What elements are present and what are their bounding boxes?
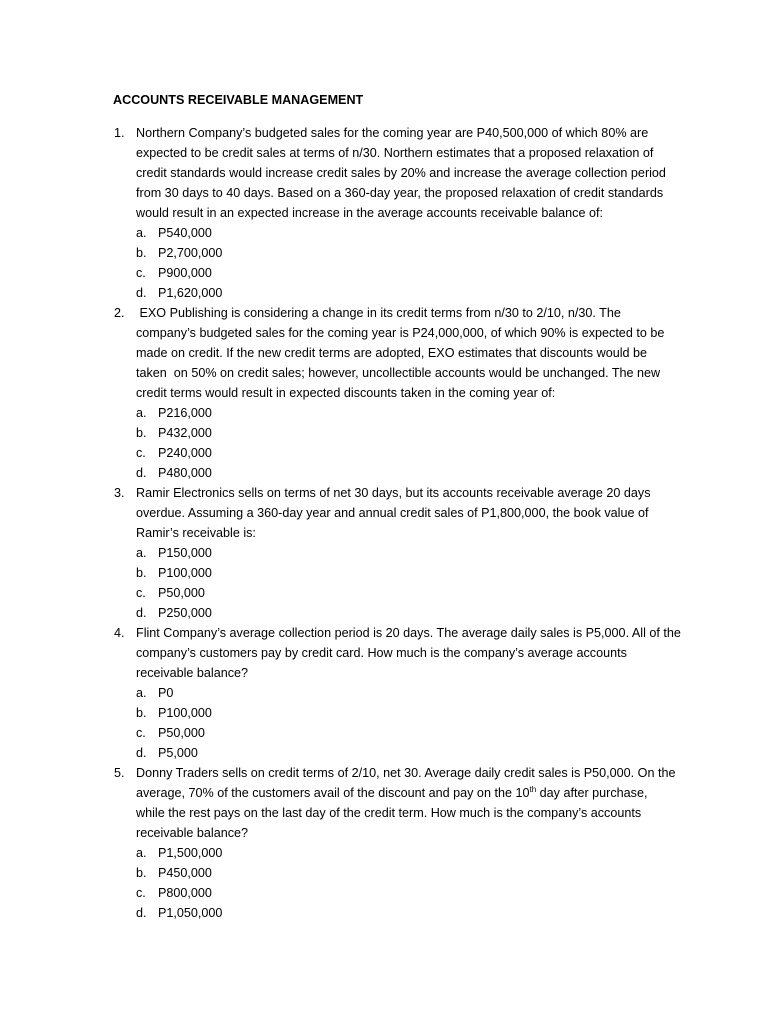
question-line: company’s customers pay by credit card. How much is the company’s average accounts bbox=[136, 646, 627, 660]
question-text bbox=[136, 303, 681, 403]
question-line: EXO Publishing is considering a change in its credit terms from n/30 to 2/10, n/30. The bbox=[136, 306, 621, 320]
question-line: expected to be credit sales at terms of n/30. Northern estimates that a proposed relaxation of bbox=[136, 146, 654, 160]
question-text bbox=[136, 483, 681, 543]
choice-letter: b. bbox=[136, 246, 147, 260]
choice-text: P800,000 bbox=[158, 886, 212, 900]
choice-letter: c. bbox=[136, 726, 146, 740]
document-title: ACCOUNTS RECEIVABLE MANAGEMENT bbox=[113, 93, 364, 107]
question-number: 5. bbox=[114, 766, 125, 780]
choice-text: P1,500,000 bbox=[158, 846, 223, 860]
choice-letter: a. bbox=[136, 846, 147, 860]
choice-letter: a. bbox=[136, 686, 147, 700]
choice-letter: d. bbox=[136, 906, 147, 920]
question-line: from 30 days to 40 days. Based on a 360-day year, the proposed relaxation of credit standards bbox=[136, 186, 664, 200]
choice-letter: d. bbox=[136, 466, 147, 480]
choice-text: P0 bbox=[158, 686, 174, 700]
choice-letter: b. bbox=[136, 566, 147, 580]
question-line: Northern Company’s budgeted sales for the coming year are P40,500,000 of which 80% are bbox=[136, 126, 649, 140]
question-text bbox=[136, 623, 681, 683]
question-number: 2. bbox=[114, 306, 125, 320]
choice-letter: c. bbox=[136, 886, 146, 900]
question-line: credit terms would result in expected discounts taken in the coming year of: bbox=[136, 386, 556, 400]
question-line: Flint Company’s average collection period is 20 days. The average daily sales is P5,000. All of the bbox=[136, 626, 681, 640]
choice-text: P240,000 bbox=[158, 446, 212, 460]
choice-letter: b. bbox=[136, 866, 147, 880]
ordinal-superscript: th bbox=[529, 784, 537, 794]
question-line: company’s budgeted sales for the coming year is P24,000,000, of which 90% is expected to be bbox=[136, 326, 665, 340]
choice-text: P2,700,000 bbox=[158, 246, 223, 260]
question-line: credit standards would increase credit sales by 20% and increase the average collection period bbox=[136, 166, 666, 180]
choice-text: P480,000 bbox=[158, 466, 212, 480]
choice-text: P100,000 bbox=[158, 706, 212, 720]
question-line: overdue. Assuming a 360-day year and annual credit sales of P1,800,000, the book value of bbox=[136, 506, 649, 520]
choice-letter: a. bbox=[136, 406, 147, 420]
choice-letter: d. bbox=[136, 746, 147, 760]
question-text bbox=[136, 763, 681, 843]
question-number: 4. bbox=[114, 626, 125, 640]
question-line: receivable balance? bbox=[136, 666, 249, 680]
question-text bbox=[136, 123, 681, 223]
choice-text: P50,000 bbox=[158, 586, 205, 600]
question-line: Donny Traders sells on credit terms of 2/10, net 30. Average daily credit sales is P50,000. On the bbox=[136, 766, 676, 780]
choice-text: P250,000 bbox=[158, 606, 212, 620]
question-line: average, 70% of the customers avail of the discount and pay on the 10 bbox=[136, 786, 530, 800]
choice-text: P216,000 bbox=[158, 406, 212, 420]
question-number: 1. bbox=[114, 126, 125, 140]
question-line: taken on 50% on credit sales; however, uncollectible accounts would be unchanged. The new bbox=[136, 366, 661, 380]
choice-text: P432,000 bbox=[158, 426, 212, 440]
choice-letter: c. bbox=[136, 586, 146, 600]
question-line-tail: day after purchase, bbox=[536, 786, 648, 800]
choice-letter: d. bbox=[136, 606, 147, 620]
question-line: would result in an expected increase in the average accounts receivable balance of: bbox=[136, 206, 603, 220]
question-line: Ramir’s receivable is: bbox=[136, 526, 256, 540]
choice-text: P450,000 bbox=[158, 866, 212, 880]
choice-text: P1,620,000 bbox=[158, 286, 223, 300]
question-line: made on credit. If the new credit terms are adopted, EXO estimates that discounts would be bbox=[136, 346, 648, 360]
question-line-with-superscript bbox=[136, 783, 681, 803]
choice-text: P540,000 bbox=[158, 226, 212, 240]
choice-letter: c. bbox=[136, 446, 146, 460]
choice-letter: c. bbox=[136, 266, 146, 280]
question-line: receivable balance? bbox=[136, 826, 249, 840]
choice-letter: a. bbox=[136, 546, 147, 560]
choice-text: P900,000 bbox=[158, 266, 212, 280]
choice-text: P100,000 bbox=[158, 566, 212, 580]
choice-letter: a. bbox=[136, 226, 147, 240]
choice-letter: b. bbox=[136, 426, 147, 440]
choice-letter: b. bbox=[136, 706, 147, 720]
choice-text: P50,000 bbox=[158, 726, 205, 740]
choice-text: P150,000 bbox=[158, 546, 212, 560]
choice-text: P5,000 bbox=[158, 746, 198, 760]
question-line: Ramir Electronics sells on terms of net 30 days, but its accounts receivable average 20 days bbox=[136, 486, 651, 500]
question-line: while the rest pays on the last day of the credit term. How much is the company’s accounts bbox=[136, 806, 642, 820]
choice-letter: d. bbox=[136, 286, 147, 300]
choice-text: P1,050,000 bbox=[158, 906, 223, 920]
question-number: 3. bbox=[114, 486, 125, 500]
